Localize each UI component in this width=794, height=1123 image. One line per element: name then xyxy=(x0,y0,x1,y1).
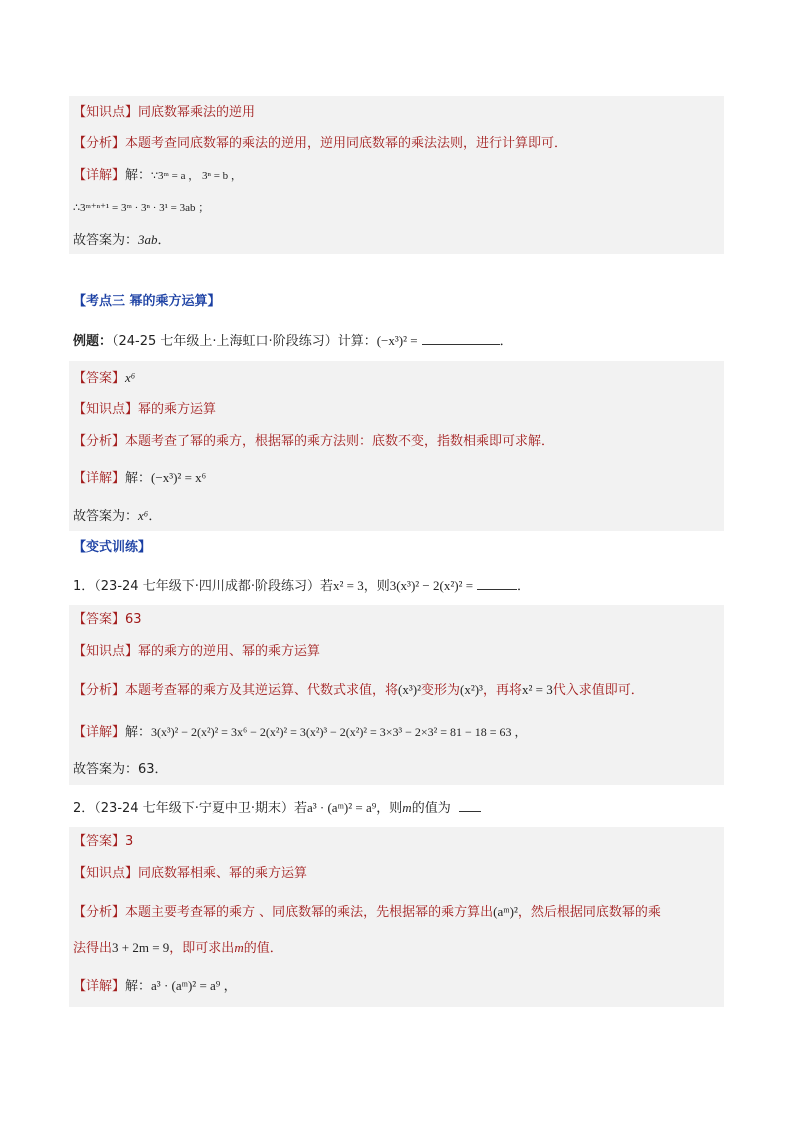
conclusion-text: 故答案为： xyxy=(73,233,139,248)
answer-line xyxy=(73,368,135,389)
analysis-text: 代入求值即可． xyxy=(552,683,644,698)
knowledge-tag: 【知识点】 xyxy=(73,105,139,120)
question-end: 的值为 xyxy=(411,801,451,816)
answer-value: 63 xyxy=(125,612,142,627)
analysis-math: x² = 3 xyxy=(521,682,553,697)
detail-text: 解： xyxy=(125,471,152,486)
detail-text: 解： xyxy=(125,979,152,994)
knowledge-text: 幂的乘方运算 xyxy=(138,402,217,417)
analysis-math: (x³)² xyxy=(398,682,421,697)
question-2 xyxy=(73,798,481,819)
analysis-text: ，然后根据同底数幂的乘 xyxy=(517,905,661,920)
example-end: ． xyxy=(499,334,513,349)
knowledge-line xyxy=(73,103,255,123)
knowledge-text: 同底数幂相乘、幂的乘方运算 xyxy=(138,866,308,881)
analysis-line xyxy=(73,432,554,452)
step-math: ∴3ᵐ⁺ⁿ⁺¹ = 3ᵐ · 3ⁿ · 3¹ = 3ab ； xyxy=(73,202,210,214)
detail-math: (−x³)² = x⁶ xyxy=(151,470,207,485)
detail-line xyxy=(73,468,206,489)
detail-tag: 【详解】 xyxy=(73,725,126,740)
answer-tag: 【答案】 xyxy=(73,371,126,386)
conclusion-math: x⁶ xyxy=(138,508,149,523)
answer-math: x⁶ xyxy=(125,370,136,385)
detail-math: 3(x³)² − 2(x²)² = 3x⁶ − 2(x²)² = 3(x²)³ − 2(x²)² = 3×3³ − 2×3² = 81 − 18 = 63 ， xyxy=(151,725,527,739)
answer-value: 3 xyxy=(125,834,134,849)
question-end: ． xyxy=(517,579,531,594)
example-math: (−x³)² = xyxy=(376,333,418,348)
question-1 xyxy=(73,576,530,597)
analysis-math: (x²)³ xyxy=(460,682,483,697)
answer-tag: 【答案】 xyxy=(73,834,126,849)
analysis-tag: 【分析】 xyxy=(73,905,126,920)
step-line xyxy=(73,198,209,218)
kaodian-title: 【考点三 幂的乘方运算】 xyxy=(73,294,221,309)
analysis-line xyxy=(73,134,567,154)
conclusion-end: ． xyxy=(148,509,162,524)
question-mid: ，则 xyxy=(376,801,403,816)
knowledge-text: 同底数幂乘法的逆用 xyxy=(138,105,256,120)
detail-text: 解： xyxy=(125,168,152,183)
question-number: 1． xyxy=(73,579,95,594)
answer-blank xyxy=(477,577,517,590)
knowledge-tag: 【知识点】 xyxy=(73,644,139,659)
question-number: 2． xyxy=(73,801,95,816)
analysis-text: 本题考查幂的乘方及其逆运算、代数式求值，将 xyxy=(125,683,399,698)
conclusion-line xyxy=(73,760,168,780)
analysis-line xyxy=(73,680,644,701)
conclusion-text: 故答案为：63． xyxy=(73,762,168,777)
analysis-line-2 xyxy=(73,938,283,959)
detail-math: a³ · (aᵐ)² = a⁹ ， xyxy=(151,978,237,993)
knowledge-text: 幂的乘方的逆用、幂的乘方运算 xyxy=(138,644,321,659)
analysis-math: (aᵐ)² xyxy=(493,904,518,919)
analysis-math: 3 + 2m = 9 xyxy=(112,940,170,955)
analysis-text: 法得出 xyxy=(73,941,113,956)
answer-line xyxy=(73,832,133,852)
conclusion-math: 3ab xyxy=(138,232,158,247)
conclusion-line xyxy=(73,506,161,527)
knowledge-line xyxy=(73,400,216,420)
answer-tag: 【答案】 xyxy=(73,612,126,627)
analysis-text: 的值． xyxy=(243,941,283,956)
knowledge-tag: 【知识点】 xyxy=(73,866,139,881)
analysis-tag: 【分析】 xyxy=(73,683,126,698)
answer-blank xyxy=(459,799,481,812)
analysis-text: 本题考查了幂的乘方，根据幂的乘方法则：底数不变，指数相乘即可求解． xyxy=(125,434,555,449)
analysis-text: 本题主要考查幂的乘方 、同底数幂的乘法，先根据幂的乘方算出 xyxy=(125,905,494,920)
detail-line xyxy=(73,976,237,997)
analysis-text: 变形为 xyxy=(420,683,460,698)
answer-line xyxy=(73,610,142,630)
analysis-tag: 【分析】 xyxy=(73,136,126,151)
analysis-text: 本题考查同底数幂的乘法的逆用，逆用同底数幂的乘法法则，进行计算即可． xyxy=(125,136,568,151)
example-label: 例题： xyxy=(73,334,113,349)
question-source: （23-24 七年级下·四川成都·阶段练习）若 xyxy=(94,579,333,594)
question-variable: m xyxy=(402,800,412,815)
question-condition: a³ · (aᵐ)² = a⁹ xyxy=(306,800,377,815)
detail-line xyxy=(73,722,527,743)
analysis-variable: m xyxy=(234,940,244,955)
detail-math: ∵3ᵐ = a ， 3ⁿ = b ， xyxy=(151,170,242,182)
variant-title: 【变式训练】 xyxy=(73,540,152,555)
knowledge-tag: 【知识点】 xyxy=(73,402,139,417)
detail-tag: 【详解】 xyxy=(73,979,126,994)
analysis-text: ，再将 xyxy=(482,683,522,698)
detail-tag: 【详解】 xyxy=(73,168,126,183)
detail-line xyxy=(73,166,242,186)
question-mid: ，则 xyxy=(363,579,390,594)
example-text: （24-25 七年级上·上海虹口·阶段练习）计算： xyxy=(112,334,377,349)
detail-tag: 【详解】 xyxy=(73,471,126,486)
analysis-tag: 【分析】 xyxy=(73,434,126,449)
question-expression: 3(x³)² − 2(x²)² = xyxy=(389,578,474,593)
example-line xyxy=(73,331,513,352)
detail-text: 解： xyxy=(125,725,152,740)
question-condition: x² = 3 xyxy=(332,578,364,593)
conclusion-end: ． xyxy=(157,233,171,248)
knowledge-line xyxy=(73,864,307,884)
question-source: （23-24 七年级下·宁夏中卫·期末）若 xyxy=(94,801,307,816)
answer-blank xyxy=(422,332,500,345)
knowledge-line xyxy=(73,642,320,662)
conclusion-text: 故答案为： xyxy=(73,509,139,524)
conclusion-line xyxy=(73,230,171,251)
analysis-text: ，即可求出 xyxy=(169,941,235,956)
analysis-line xyxy=(73,902,661,923)
